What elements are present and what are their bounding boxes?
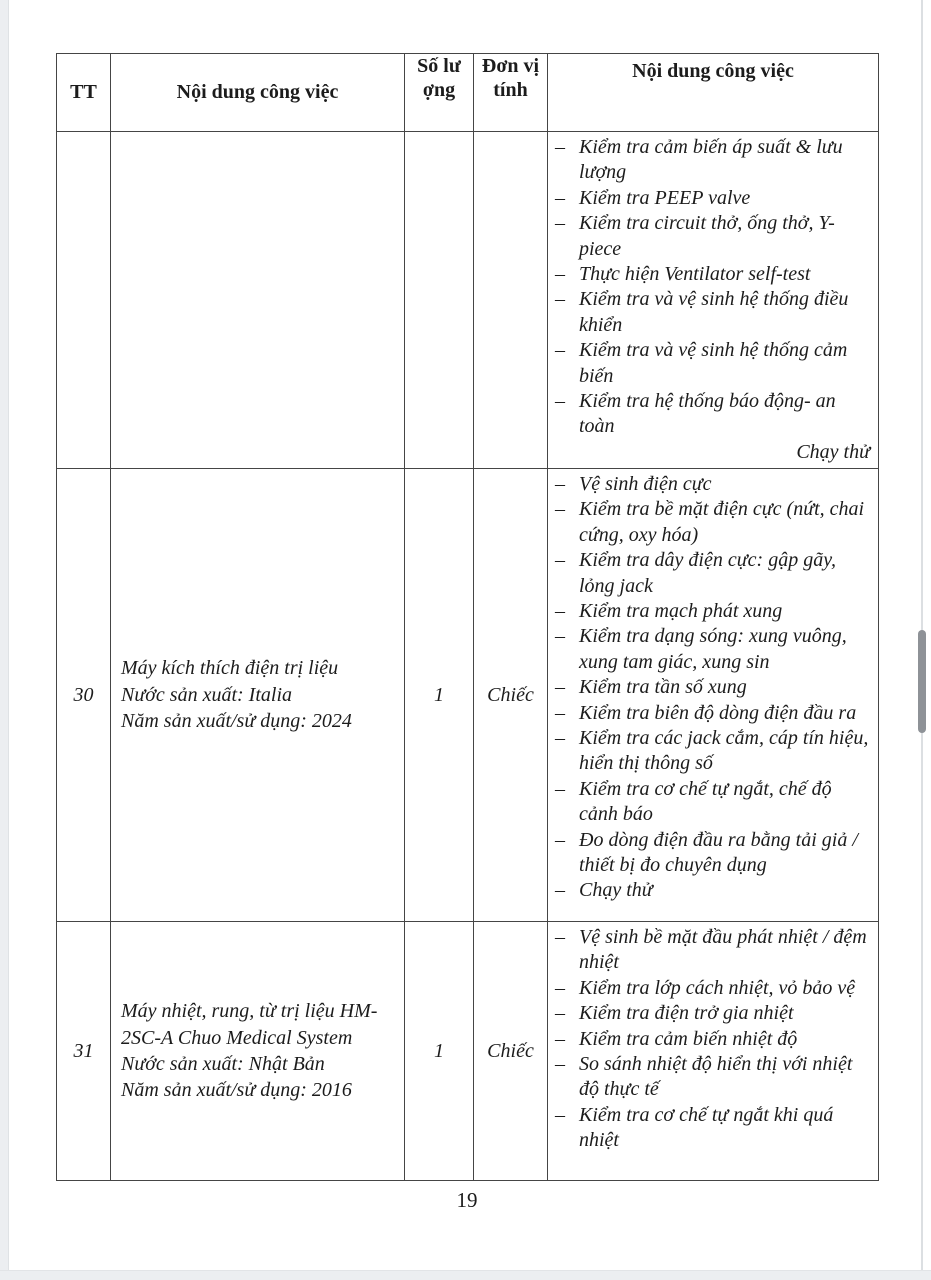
dash-marker: – <box>555 976 565 999</box>
dash-marker: – <box>555 1103 565 1126</box>
dash-marker: – <box>555 262 565 285</box>
table-row <box>57 469 879 922</box>
task-item <box>555 389 872 440</box>
task-item <box>555 701 872 726</box>
row-quantity: 1 <box>405 922 474 1181</box>
task-text: Kiểm tra và vệ sinh hệ thống điều khiển <box>579 288 849 336</box>
table-header-row <box>57 54 879 132</box>
equipment-description-cell <box>111 469 405 922</box>
equipment-description-line: Năm sản xuất/sử dụng: 2016 <box>121 1079 352 1102</box>
task-item <box>555 262 872 287</box>
equipment-description-cell <box>111 922 405 1181</box>
task-list-cell <box>548 922 879 1181</box>
dash-marker: – <box>555 625 565 648</box>
row-unit <box>474 132 548 469</box>
task-item <box>555 675 872 700</box>
task-item <box>555 287 872 338</box>
task-text: Kiểm tra cơ chế tự ngắt, chế độ cảnh báo <box>579 777 832 826</box>
task-list-cell <box>548 132 879 469</box>
task-text: Kiểm tra dây điện cực: gập gãy, lỏng jack <box>579 549 836 597</box>
equipment-description-line: Nước sản xuất: Italia <box>121 683 293 706</box>
task-text: Kiểm tra biên độ dòng điện đầu ra <box>579 701 857 724</box>
task-text: Kiểm tra tần số xung <box>579 676 747 699</box>
task-list-cell <box>548 469 879 922</box>
viewer-bottom-edge <box>0 1270 931 1280</box>
task-item <box>555 1001 872 1026</box>
task-item <box>555 624 872 675</box>
task-item <box>555 338 872 389</box>
task-text: Vệ sinh bề mặt đầu phát nhiệt / đệm nhiệt <box>579 926 867 974</box>
dash-marker: – <box>555 288 565 311</box>
task-text: Kiểm tra circuit thở, ống thở, Y-piece <box>579 212 835 260</box>
dash-marker: – <box>555 726 565 749</box>
task-text: Kiểm tra lớp cách nhiệt, vỏ bảo vệ <box>579 976 856 999</box>
task-item <box>555 726 872 777</box>
task-text: Đo dòng điện đầu ra bằng tải giả / thiết bị đo chuyên dụng <box>579 828 858 876</box>
row-unit: Chiếc <box>474 922 548 1181</box>
row-tt <box>57 132 111 469</box>
task-text: Kiểm tra hệ thống báo động- an toàn <box>579 389 836 438</box>
task-text: So sánh nhiệt độ hiển thị với nhiệt độ thực tế <box>579 1053 853 1101</box>
dash-marker: – <box>555 879 565 902</box>
dash-marker: – <box>555 136 565 158</box>
header-description: Nội dung công việc <box>111 54 405 132</box>
task-text: Kiểm tra các jack cắm, cáp tín hiệu, hiển thị thông số <box>579 726 869 775</box>
dash-marker: – <box>555 828 565 851</box>
dash-marker: – <box>555 186 565 209</box>
task-text: Chạy thử <box>579 879 653 902</box>
task-item <box>555 548 872 599</box>
dash-marker: – <box>555 701 565 724</box>
header-work-content: Nội dung công việc <box>548 54 879 132</box>
header-tt: TT <box>57 54 111 132</box>
dash-marker: – <box>555 339 565 362</box>
dash-marker: – <box>555 777 565 800</box>
task-text: Kiểm tra cơ chế tự ngắt khi quá nhiệt <box>579 1103 834 1152</box>
equipment-description-line: Nước sản xuất: Nhật Bản <box>121 1053 325 1076</box>
task-text: Kiểm tra điện trở gia nhiệt <box>579 1002 794 1025</box>
task-item <box>555 828 872 879</box>
task-text: Thực hiện Ventilator self-test <box>579 262 811 285</box>
task-item <box>555 440 872 465</box>
task-item <box>555 135 872 186</box>
task-item <box>555 211 872 262</box>
dash-marker: – <box>555 600 565 623</box>
task-text: Vệ sinh điện cực <box>579 473 712 496</box>
dash-marker: – <box>555 926 565 949</box>
table-row <box>57 922 879 1181</box>
task-text: Kiểm tra cảm biến nhiệt độ <box>579 1027 798 1050</box>
page-number: 19 <box>456 1188 478 1213</box>
task-item <box>555 472 872 497</box>
dash-marker: – <box>555 473 565 496</box>
dash-marker: – <box>555 676 565 699</box>
dash-marker: – <box>555 1027 565 1050</box>
task-item <box>555 976 872 1001</box>
task-text: Kiểm tra mạch phát xung <box>579 600 783 623</box>
equipment-description-cell <box>111 132 405 469</box>
viewer-left-edge <box>0 0 9 1280</box>
task-item <box>555 878 872 903</box>
table-row <box>57 132 879 469</box>
task-text: Kiểm tra PEEP valve <box>579 186 751 209</box>
equipment-description-line: Máy nhiệt, rung, từ trị liệu HM-2SC-A Chuo Medical System <box>121 1000 378 1049</box>
header-unit: Đơn vị tính <box>474 54 548 132</box>
task-text: Kiểm tra dạng sóng: xung vuông, xung tam giác, xung sin <box>579 625 847 673</box>
task-item <box>555 599 872 624</box>
document-page <box>56 53 878 1213</box>
dash-marker: – <box>555 549 565 572</box>
equipment-description-line: Năm sản xuất/sử dụng: 2024 <box>121 710 352 733</box>
task-item <box>555 186 872 211</box>
row-unit: Chiếc <box>474 469 548 922</box>
task-item <box>555 497 872 548</box>
dash-marker: – <box>555 1002 565 1025</box>
header-quantity: Số lượng <box>405 54 474 132</box>
maintenance-table <box>56 53 879 1181</box>
row-tt: 31 <box>57 922 111 1181</box>
task-text: Chạy thử <box>796 440 870 463</box>
row-tt: 30 <box>57 469 111 922</box>
equipment-description-line: Máy kích thích điện trị liệu <box>121 657 339 680</box>
row-quantity <box>405 132 474 469</box>
task-text: Kiểm tra cảm biến áp suất & lưu lượng <box>579 136 843 184</box>
task-text: Kiểm tra và vệ sinh hệ thống cảm biến <box>579 339 848 387</box>
row-quantity: 1 <box>405 469 474 922</box>
dash-marker: – <box>555 212 565 235</box>
scrollbar-thumb[interactable] <box>918 630 926 733</box>
task-text: Kiểm tra bề mặt điện cực (nứt, chai cứng, oxy hóa) <box>579 498 865 546</box>
task-item <box>555 1103 872 1154</box>
task-item <box>555 777 872 828</box>
task-item <box>555 1027 872 1052</box>
dash-marker: – <box>555 1053 565 1076</box>
dash-marker: – <box>555 389 565 412</box>
task-item <box>555 925 872 976</box>
dash-marker: – <box>555 498 565 521</box>
task-item <box>555 1052 872 1103</box>
